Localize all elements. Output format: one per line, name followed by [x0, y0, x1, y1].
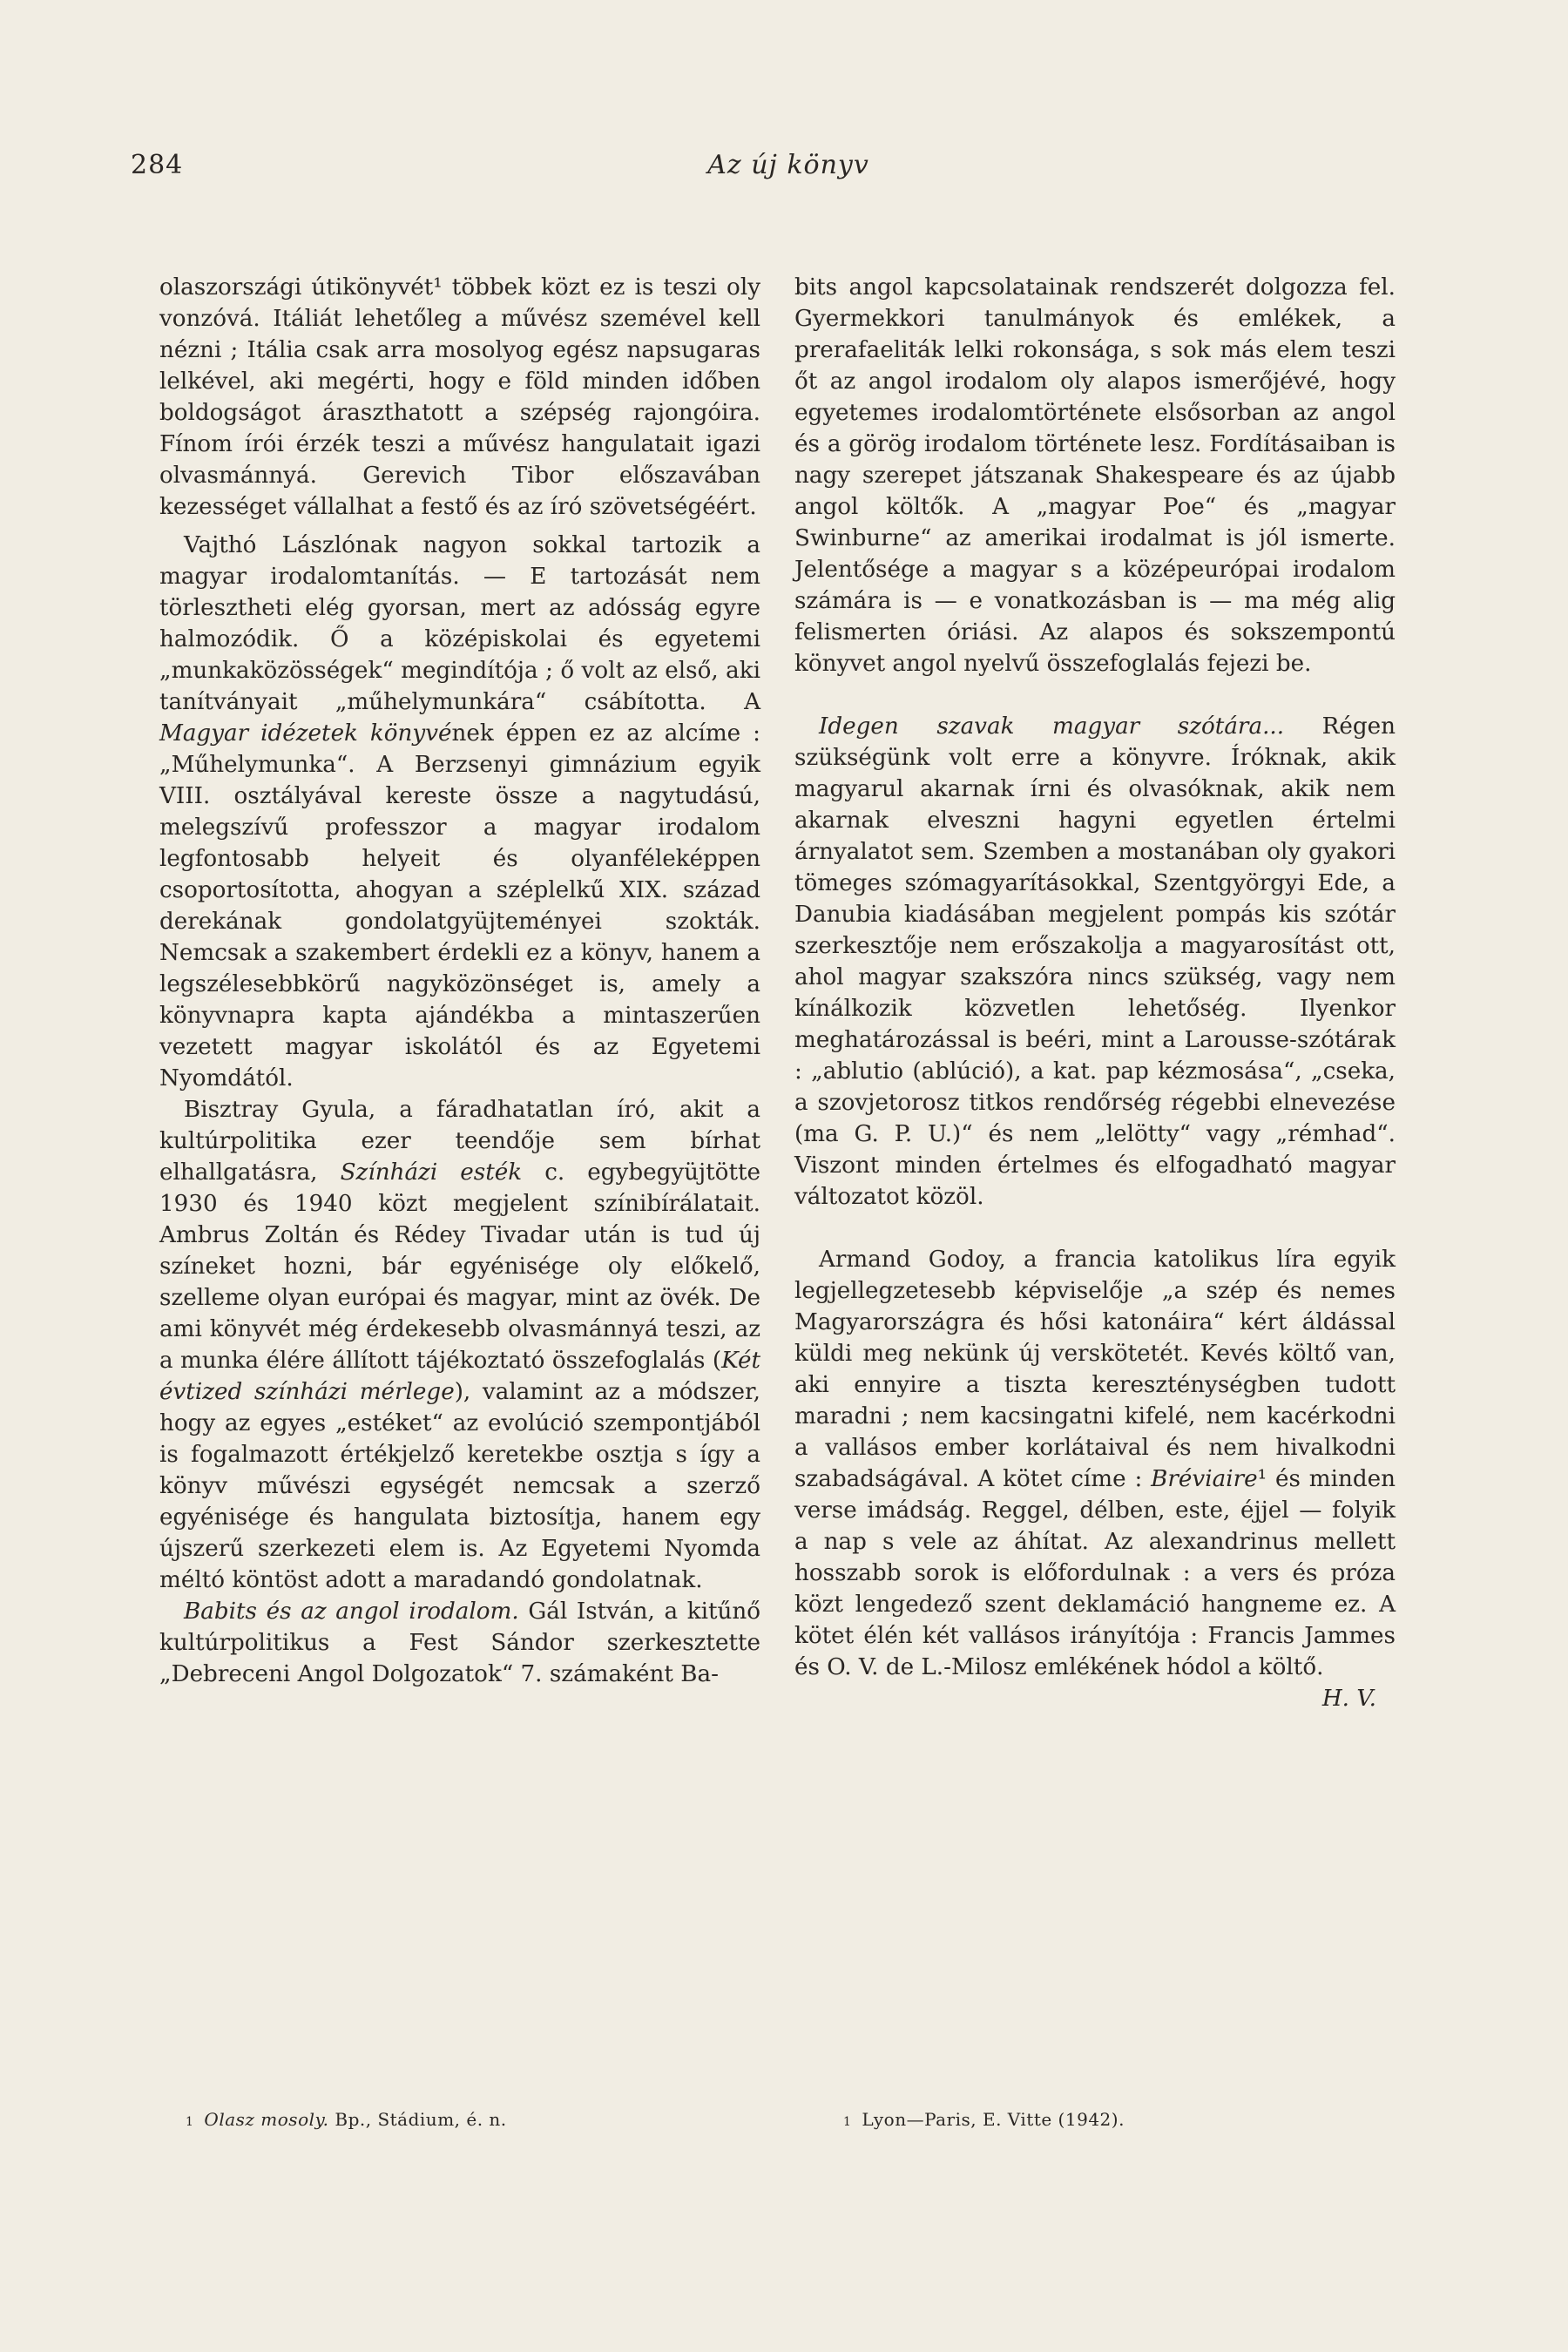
paragraph-text: bits angol kapcsolatainak rendszerét dolgozza fel. Gyermekkori tanulmányok és emlékek, a prerafaeliták lelki rokonsága, s sok más elem teszi őt az angol irodalom oly alapos ismerőjévé, hogy egyetemes irodalomtörténete elsősorban az angol és a görög irodalom története lesz. Fordításaiban is nagy szerepet játszanak Shakespeare és az újabb angol költők. A „magyar Poe“ és „magyar Swinburne“ az amerikai irodalmat is jól ismerte. Jelentősége a magyar s a középeurópai irodalom számára is — e vonatkozásban is — ma még alig felismerten óriási. Az alapos és sokszempontú könyvet angol nyelvű összefoglalás fejezi be. [794, 274, 1396, 677]
paragraph-text: Gál István, a kitűnő kultúrpolitikus a Fest Sándor szerkesztette „Debreceni Angol Dolgozatok“ 7. számaként Ba- [159, 1598, 760, 1687]
paragraph [794, 1244, 1396, 1683]
page-header [131, 150, 1446, 185]
book-title: Babits és az angol irodalom. [184, 1598, 519, 1625]
paragraph-text: Vajthó Lászlónak nagyon sokkal tartozik a magyar irodalomtanítás. — E tartozását nem törlesztheti elég gyorsan, mert az adósság egyre halmozódik. Ő a középiskolai és egyetemi „munkaközösségek“ megindítója ; ő volt az első, aki tanítványait „műhelymunkára“ csábította. A [159, 532, 760, 715]
footnote-title: Olasz mosoly. [204, 2109, 329, 2130]
book-title: Magyar idézetek könyvé [159, 720, 452, 747]
author-signature: H. V. [1321, 1686, 1376, 1712]
running-title: Az új könyv [707, 150, 869, 180]
paragraph [159, 1094, 760, 1596]
book-title: Idegen szavak magyar szótára... [819, 713, 1285, 740]
left-column [159, 272, 760, 1690]
signature-line [794, 1683, 1396, 1714]
paragraph [159, 1596, 760, 1690]
paragraph [159, 530, 760, 1094]
paragraph-text: olaszországi útikönyvét¹ többek közt ez is teszi oly vonzóvá. Itáliát lehetőleg a művész szemével kell nézni ; Itália csak arra mosolyog egész napsugaras lelkével, aki megérti, hogy e föld minden időben boldogságot áraszthatott a szépség rajongóira. Fínom írói érzék teszi a művész hangulatait igazi olvasmánnyá. Gerevich Tibor előszavában kezességet vállalhat a festő és az író szövetségéért. [159, 274, 760, 520]
paragraph-text: Régen szükségünk volt erre a könyvre. Íróknak, akik magyarul akarnak írni és olvasóknak, akik nem akarnak elveszni hagyni egyetlen értelmi árnyalatot sem. Szemben a mostanában oly gyakori tömeges szómagyarításokkal, Szentgyörgyi Ede, a Danubia kiadásában megjelent pompás kis szótár szerkesztője nem erőszakolja a magyarosítást ott, ahol magyar szakszóra nincs szükség, vagy nem kínálkozik közvetlen lehetőség. Ilyenkor meghatározással is beéri, mint a Larousse-szótárak : „ablutio (ablúció), a kat. pap kézmosása“, „cseka, a szovjetorosz titkos rendőrség régebbi elnevezése (ma G. P. U.)“ és nem „lelötty“ vagy „rémhad“. Viszont minden értelmes és elfogadható magyar változatot közöl. [794, 713, 1396, 1210]
footnote-left [186, 2106, 507, 2135]
book-title: Színházi esték [340, 1159, 523, 1186]
paragraph-text: c. egybegyüjtötte 1930 és 1940 közt megjelent színibírálatait. Ambrus Zoltán és Rédey Tivadar után is tud új színeket hozni, bár egyénisége oly előkelő, szelleme olyan európai és magyar, mint az övék. De ami könyvét még érdekesebb olvasmánnyá teszi, az a munka élére állított tájékoztató összefoglalás ( [159, 1159, 760, 1374]
footnote-text: Lyon—Paris, E. Vitte (1942). [862, 2109, 1125, 2130]
paragraph-text: Armand Godoy, a francia katolikus líra egyik legjellegzetesebb képviselője „a szép és nemes Magyarországra és hősi katonáira“ kért áldással küldi meg nekünk új verskötetét. Kevés költő van, aki ennyire a tiszta kereszténységben tudott maradni ; nem kacsingatni kifelé, nem kacérkodni a vallásos ember korlátaival és nem hivalkodni szabadságával. A kötet címe : [794, 1247, 1396, 1492]
paragraph-text: ), valamint az a módszer, hogy az egyes „estéket“ az evolúció szempontjából is fogalmazott értékjelző keretekbe osztja s így a könyv művészi egységét nemcsak a szerző egyénisége és hangulata biztosítja, hanem egy újszerű szerkezeti elem is. Az Egyetemi Nyomda méltó köntöst adott a maradandó gondolatnak. [159, 1379, 760, 1593]
book-title: Bréviaire [1151, 1466, 1258, 1492]
paragraph-text: ¹ és minden verse imádság. Reggel, délben, este, éjjel — folyik a nap s vele az áhítat. Az alexandrinus mellett hosszabb sorok is előfordulnak : a vers és próza közt lengedező szent deklamáció hangneme ez. A kötet élén két vallásos irányítója : Francis Jammes és O. V. de L.-Milosz emlékének hódol a költő. [794, 1466, 1396, 1680]
footnote-mark: 1 [843, 2115, 852, 2129]
footnote-right [843, 2106, 1125, 2135]
footnote-mark: 1 [186, 2115, 194, 2129]
footnote-text: Bp., Stádium, é. n. [328, 2109, 507, 2130]
paragraph-text: nek éppen ez az alcíme : „Műhelymunka“. A Berzsenyi gimnázium egyik VIII. osztályával kereste össze a nagytudású, melegszívű professzor a magyar irodalom legfontosabb helyeit és olyanféleképpen csoportosította, ahogyan a széplelkű XIX. század derekának gondolatgyüjteményei szokták. Nemcsak a szakembert érdekli ez a könyv, hanem a legszélesebbkörű nagyközönséget is, amely a könyvnapra kapta ajándékba a mintaszerűen vezetett magyar iskolától és az Egyetemi Nyomdától. [159, 720, 760, 1092]
right-column [794, 272, 1396, 1714]
book-title: Két évtized színházi mérlege [159, 1348, 760, 1405]
paragraph [794, 711, 1396, 1213]
paragraph [794, 272, 1396, 679]
paragraph-text: Bisztray Gyula, a fáradhatatlan író, akit a kultúrpolitika ezer teendője sem bírhat elhallgatásra, [159, 1097, 760, 1186]
paragraph [159, 272, 760, 523]
page-number: 284 [131, 150, 184, 180]
